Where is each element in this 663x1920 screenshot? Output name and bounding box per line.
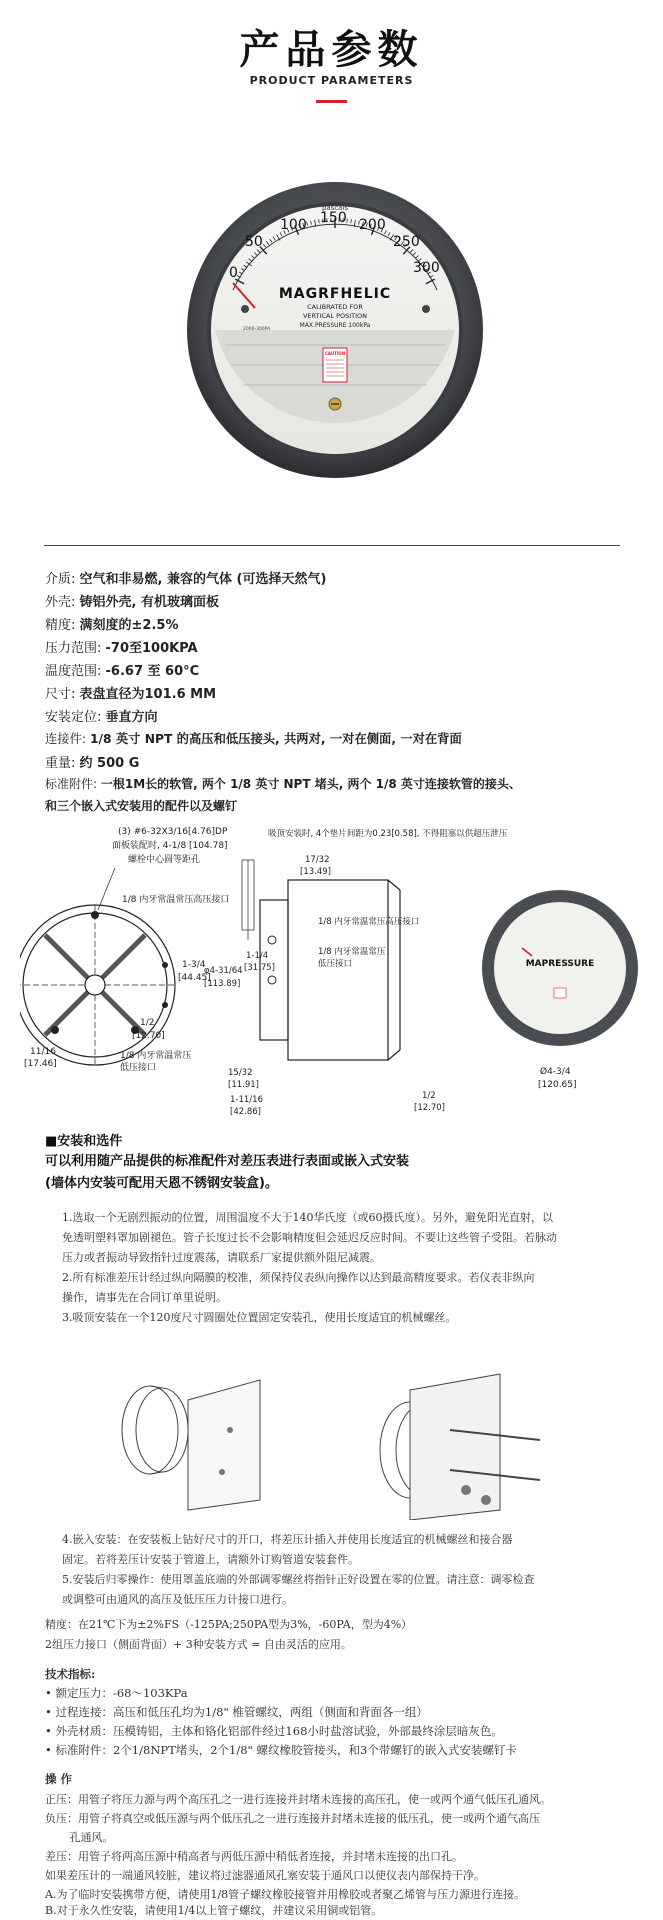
- spec-line: 重量: 约 500 G: [45, 756, 140, 771]
- spec-line: 连接件: 1/8 英寸 NPT 的高压和低压接头, 共两对, 一对在侧面, 一对在背面: [45, 732, 462, 746]
- svg-text:1/8 内牙常温常压高压接口: 1/8 内牙常温常压高压接口: [122, 895, 230, 905]
- operation-item: 负压：用管子将真空或低压源与两个低压孔之一进行连接并封堵未连接的低压孔，使一或两个通气高压: [45, 1812, 540, 1825]
- operation-item: 如果差压计的一端通风较脏，建议将过滤器通风孔塞安装于通风口以使仪表内部保持干净。: [45, 1869, 485, 1882]
- scale-label: 100: [280, 217, 307, 233]
- svg-text:低压接口: 低压接口: [120, 1063, 157, 1073]
- spec-line: 标准附件: 一根1M长的软管, 两个 1/8 英寸 NPT 堵头, 两个 1/8 英寸连接软管的接头、: [45, 777, 521, 791]
- gauge-brand: MAGRFHELIC: [278, 286, 392, 302]
- scale-label: 250: [393, 234, 420, 250]
- spec-line: 安装定位: 垂直方向: [45, 710, 158, 725]
- tech-item: • 外壳材质：压模铸铝，主体和铬化铝部件经过168小时盐溶试验，外部最终涂层暗灰色。: [45, 1724, 503, 1738]
- operation-item: 孔通风。: [45, 1831, 114, 1844]
- operation-item: A.为了临时安装携带方便，请使用1/8管子螺纹橡胶接管并用橡胶或者聚乙烯管与压力源进行连接。: [45, 1888, 526, 1901]
- svg-text:1-3/4: 1-3/4: [182, 960, 206, 970]
- gauge-photo: [185, 180, 485, 480]
- svg-text:[12.70]: [12.70]: [414, 1103, 445, 1113]
- scale-label: 200: [359, 217, 386, 233]
- spec-line: 外壳: 铸铝外壳, 有机玻璃面板: [45, 595, 219, 610]
- spec-line: 尺寸: 表盘直径为101.6 MM: [45, 687, 217, 702]
- spec-line: 介质: 空气和非易燃, 兼容的气体 (可选择天然气): [45, 572, 327, 587]
- svg-text:1/8 内牙常温常压: 1/8 内牙常温常压: [318, 947, 386, 957]
- scale-label: 150: [320, 210, 347, 226]
- svg-text:1/8 内牙常温常压: 1/8 内牙常温常压: [120, 1051, 192, 1061]
- svg-text:15/32: 15/32: [228, 1068, 253, 1078]
- page-title: 产品参数: [239, 27, 424, 73]
- section-divider: [44, 545, 620, 546]
- install-paragraph: 4.嵌入安装：在安装板上钻好尺寸的开口，将差压计插入并使用长度适宜的机械螺丝和接合器 固定。若将差压计安装于管道上，请额外订购管道安装套件。 5.安装后归零操作：使用罩盖底端的外部调零螺丝将指针正好设置在零的位置。请注意：调零检查 或调整可由通风的高压及低压压力计接口进行。: [62, 1533, 535, 1606]
- spec-line: 和三个嵌入式安装用的配件以及螺钉: [45, 799, 238, 813]
- svg-text:1-1/4: 1-1/4: [246, 951, 269, 961]
- scale-label: 0: [229, 265, 238, 281]
- operation-heading: 操 作: [45, 1772, 73, 1786]
- svg-text:MAPRESSURE: MAPRESSURE: [525, 959, 595, 969]
- svg-text:[12.70]: [12.70]: [132, 1031, 165, 1041]
- svg-text:低压接口: 低压接口: [318, 959, 353, 969]
- svg-text:螺栓中心圆等距孔: 螺栓中心圆等距孔: [128, 855, 201, 865]
- svg-text:Ø4-3/4: Ø4-3/4: [540, 1067, 571, 1077]
- scale-label: 50: [245, 234, 263, 250]
- svg-text:[17.46]: [17.46]: [24, 1059, 57, 1069]
- svg-text:CAUTION: CAUTION: [324, 351, 346, 356]
- svg-text:17/32: 17/32: [305, 855, 330, 865]
- brand-top-label: pascals: [321, 204, 349, 212]
- svg-text:[42.86]: [42.86]: [230, 1107, 261, 1117]
- svg-text:1-11/16: 1-11/16: [230, 1095, 263, 1105]
- svg-text:面板装配时, 4-1/8 [104.78]: 面板装配时, 4-1/8 [104.78]: [112, 841, 228, 851]
- svg-text:MAX.PRESSURE 100kPa: MAX.PRESSURE 100kPa: [299, 322, 371, 329]
- spec-line: 压力范围: -70至100KPA: [45, 641, 198, 656]
- svg-text:1/2: 1/2: [422, 1091, 436, 1101]
- svg-text:1/8 内牙常温常压高压接口: 1/8 内牙常温常压高压接口: [318, 917, 420, 927]
- svg-text:2000-300PA: 2000-300PA: [243, 327, 271, 332]
- install-line: 可以利用随产品提供的标准配件对差压表进行表面或嵌入式安装: [45, 1154, 410, 1169]
- svg-text:φ4-31/64: φ4-31/64: [204, 966, 243, 976]
- svg-text:1/2: 1/2: [140, 1018, 155, 1028]
- svg-text:VERTICAL POSITION: VERTICAL POSITION: [302, 312, 368, 320]
- mounting-illustration: [110, 1360, 590, 1520]
- svg-text:[113.89]: [113.89]: [204, 979, 241, 989]
- accuracy-note: 精度：在21℃下为±2%FS（-125PA;250PA型为3%，-60PA，型为4%） 2组压力接口（侧面背面）+ 3种安装方式 = 自由灵活的应用。: [45, 1618, 413, 1651]
- svg-text:[13.49]: [13.49]: [300, 867, 331, 877]
- spec-line: 精度: 满刻度的±2.5%: [45, 618, 179, 633]
- install-line: (墙体内安装可配用天恩不锈钢安装盒)。: [45, 1176, 278, 1191]
- page-subtitle: PRODUCT PARAMETERS: [249, 74, 414, 87]
- svg-text:吸顶安装时, 4个垫片间距为0.23[0.58], 不得阻塞: 吸顶安装时, 4个垫片间距为0.23[0.58], 不得阻塞以供超压泄压: [268, 829, 508, 839]
- svg-text:[31.75]: [31.75]: [244, 963, 275, 973]
- svg-text:[11.91]: [11.91]: [228, 1080, 259, 1090]
- install-paragraph: 1.选取一个无剧烈振动的位置，周围温度不大于140华氏度（或60摄氏度）。另外，避免阳光直射，以 免透明塑料罩加剧褪色。管子长度过长不会影响精度但会延迟反应时间。不要让这些管子受阻。若脉动 压力或者振动导致指针过度震荡，请联系厂家提供额外阻尼减震。 2.所有标准差压计经过纵向隔膜的校准，须保持仪表纵向操作以达到最高精度要求。若仪表非纵向 操作，请事先在合同订单里说明。 3.吸顶安装在一个120度尺寸圆圈处位置固定安装孔，使用长度适宜的机械螺丝。: [62, 1211, 557, 1324]
- svg-text:11/16: 11/16: [30, 1047, 56, 1057]
- title-accent-bar: [316, 100, 347, 103]
- tech-item: • 额定压力：-68〜103KPa: [45, 1686, 188, 1700]
- install-heading: ■安装和选件: [45, 1134, 123, 1149]
- operation-item: 正压：用管子将压力源与两个高压孔之一进行连接并封堵未连接的高压孔，使一或两个通气低压孔通风。: [45, 1793, 551, 1806]
- spec-line: 温度范围: -6.67 至 60°C: [45, 664, 200, 679]
- svg-text:(3) #6-32X3/16[4.76]DP: (3) #6-32X3/16[4.76]DP: [118, 827, 228, 837]
- scale-label: 300: [413, 260, 440, 276]
- svg-text:CALIBRATED FOR: CALIBRATED FOR: [307, 303, 363, 311]
- tech-heading: 技术指标:: [45, 1667, 96, 1681]
- tech-item: • 过程连接：高压和低压孔均为1/8" 椎管螺纹，两组（侧面和背面各一组）: [45, 1705, 428, 1719]
- svg-text:[44.45]: [44.45]: [178, 973, 211, 983]
- tech-item: • 标准附件：2个1/8NPT堵头，2个1/8" 螺纹橡胶管接头，和3个带螺钉的嵌入式安装螺钉卡: [45, 1743, 517, 1757]
- dimension-drawing: [20, 820, 643, 1120]
- operation-item: B.对于永久性安装，请使用1/4以上管子螺纹，并建议采用铜或铝管。: [45, 1904, 383, 1917]
- svg-text:[120.65]: [120.65]: [538, 1080, 577, 1090]
- operation-item: 差压：用管子将两高压源中稍高者与两低压源中稍低者连接，并封堵未连接的出口孔。: [45, 1850, 463, 1863]
